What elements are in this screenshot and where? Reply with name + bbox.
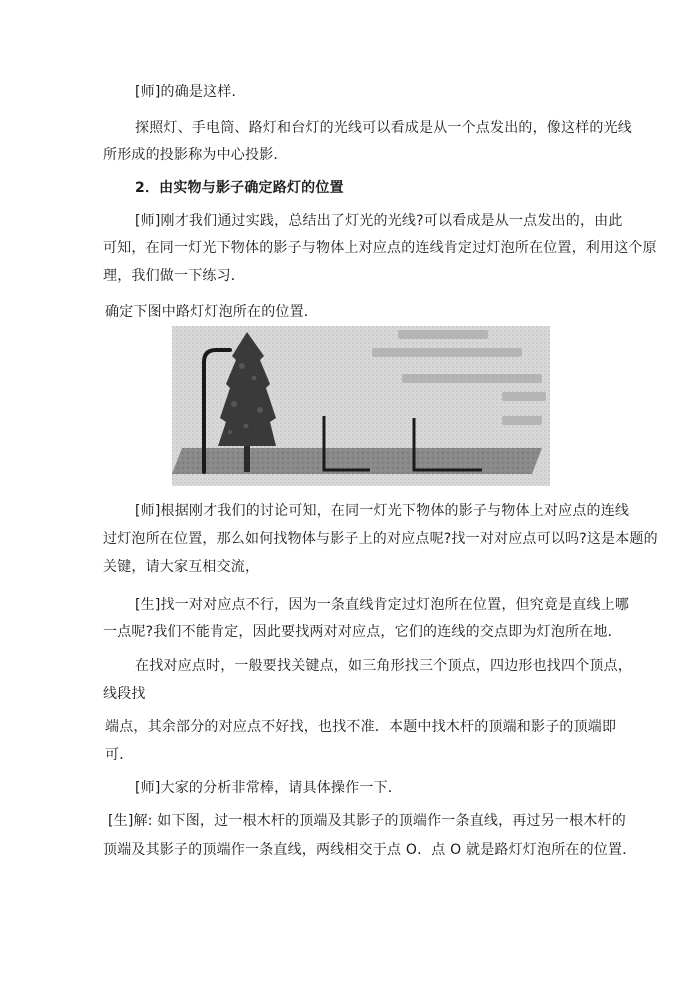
text-line-7: 理，我们做一下练习． bbox=[103, 268, 245, 284]
text-line-14: 在找对应点时，一般要找关键点，如三角形找三个顶点，四边形也找四个顶点， bbox=[135, 658, 632, 674]
text-line-17: 可． bbox=[105, 747, 134, 763]
text-line-3: 所形成的投影称为中心投影． bbox=[103, 147, 288, 163]
text-line-12: [生]找一对对应点不行，因为一条直线肯定过灯泡所在位置，但究竟是直线上哪 bbox=[135, 597, 630, 613]
text-line-8: 确定下图中路灯灯泡所在的位置． bbox=[105, 304, 318, 320]
text-line-19: [生]解: 如下图，过一根木杆的顶端及其影子的顶端作一条直线，再过另一根木杆的 bbox=[108, 813, 626, 829]
text-line-11: 关键，请大家互相交流， bbox=[103, 559, 260, 575]
streetlamp-figure bbox=[172, 326, 550, 486]
text-line-15: 线段找 bbox=[103, 686, 146, 702]
text-line-5: [师]刚才我们通过实践，总结出了灯光的光线?可以看成是从一点发出的，由此 bbox=[135, 213, 623, 229]
text-line-1: [师]的确是这样． bbox=[135, 84, 246, 100]
text-line-6: 可知，在同一灯光下物体的影子与物体上对应点的连线肯定过灯泡所在位置，利用这个原 bbox=[103, 240, 657, 256]
section-heading: 2．由实物与影子确定路灯的位置 bbox=[135, 180, 344, 196]
text-line-2: 探照灯、手电筒、路灯和台灯的光线可以看成是从一个点发出的，像这样的光线 bbox=[135, 120, 632, 136]
text-line-20: 顶端及其影子的顶端作一条直线，两线相交于点 O．点 O 就是路灯灯泡所在的位置． bbox=[103, 842, 637, 858]
text-line-16: 端点，其余部分的对应点不好找，也找不准．本题中找木杆的顶端和影子的顶端即 bbox=[105, 719, 617, 735]
text-line-10: 过灯泡所在位置，那么如何找物体与影子上的对应点呢?找一对对应点可以吗?这是本题的 bbox=[103, 531, 658, 547]
text-line-9: [师]根据刚才我们的讨论可知，在同一灯光下物体的影子与物体上对应点的连线 bbox=[135, 503, 630, 519]
text-line-18: [师]大家的分析非常棒，请具体操作一下． bbox=[135, 780, 402, 796]
text-line-13: 一点呢?我们不能肯定，因此要找两对对应点，它们的连线的交点即为灯泡所在地． bbox=[103, 624, 622, 640]
